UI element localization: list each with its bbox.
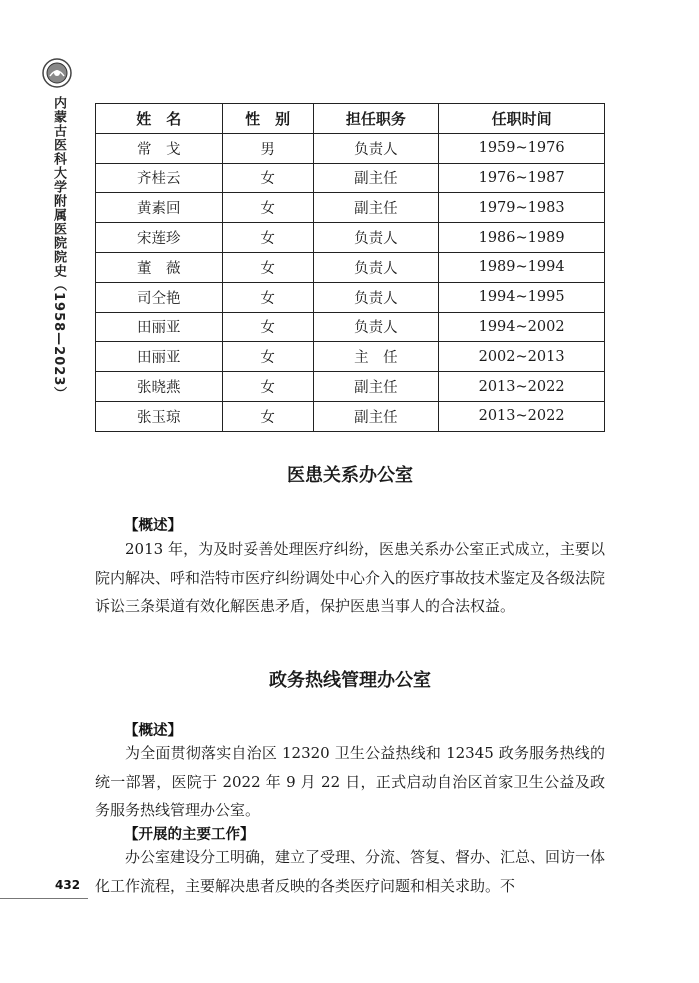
page-number: 432 [55,878,81,892]
section-title-hotline-office: 政务热线管理办公室 [269,670,431,691]
table-header-row [96,104,605,134]
cell-name: 董 薇 [96,252,223,282]
cell-gender: 男 [222,133,313,163]
overview-label: 【概述】 [124,518,182,534]
cell-gender: 女 [222,342,313,372]
overview-paragraph: 2013 年，为及时妥善处理医疗纠纷，医患关系办公室正式成立，主要以院内解决、呼和浩特市医疗纠纷调处中心介入的医疗事故技术鉴定及各级法院诉讼三条渠道有效化解医患矛盾，保护医患当事人的合法权益。 [95,540,606,616]
main-work-label: 【开展的主要工作】 [124,827,255,843]
cell-name: 宋莲珍 [96,223,223,253]
header-gender: 性 别 [222,104,313,134]
cell-position: 副主任 [313,372,439,402]
cell-gender: 女 [222,282,313,312]
cell-position: 负责人 [313,223,439,253]
university-seal-icon [42,58,72,88]
cell-gender: 女 [222,312,313,342]
table-row [96,163,605,193]
section-title-doctor-patient-office: 医患关系办公室 [287,465,413,486]
footer-divider [0,898,88,899]
cell-gender: 女 [222,163,313,193]
header-name: 姓 名 [96,104,223,134]
cell-term: 1989~1994 [439,252,605,282]
book-title-vertical: 内蒙古医科大学附属医院院史（1958—2023） [51,96,66,401]
cell-name: 田丽亚 [96,312,223,342]
overview-paragraph: 为全面贯彻落实自治区 12320 卫生公益热线和 12345 政务服务热线的统一部署，医院于 2022 年 9 月 22 日，正式启动自治区首家卫生公益及政务服务热线管理办公室。 [95,744,605,820]
table-row [96,223,605,253]
cell-term: 2013~2022 [439,372,605,402]
cell-gender: 女 [222,193,313,223]
header-position: 担任职务 [313,104,439,134]
cell-name: 张晓燕 [96,372,223,402]
cell-term: 2013~2022 [439,401,605,431]
table-row [96,312,605,342]
cell-position: 副主任 [313,193,439,223]
cell-position: 副主任 [313,401,439,431]
cell-gender: 女 [222,401,313,431]
overview-label: 【概述】 [124,723,182,739]
cell-term: 1994~1995 [439,282,605,312]
cell-position: 负责人 [313,133,439,163]
cell-name: 张玉琼 [96,401,223,431]
table-row [96,282,605,312]
table-row [96,193,605,223]
cell-gender: 女 [222,372,313,402]
cell-term: 2002~2013 [439,342,605,372]
table-row [96,342,605,372]
staff-history-table [95,103,605,432]
cell-name: 田丽亚 [96,342,223,372]
cell-term: 1979~1983 [439,193,605,223]
cell-position: 负责人 [313,252,439,282]
table-row [96,401,605,431]
cell-name: 常 戈 [96,133,223,163]
cell-term: 1959~1976 [439,133,605,163]
cell-term: 1976~1987 [439,163,605,193]
cell-position: 副主任 [313,163,439,193]
cell-name: 齐桂云 [96,163,223,193]
table-row [96,372,605,402]
table-row [96,252,605,282]
cell-name: 司仝艳 [96,282,223,312]
cell-position: 负责人 [313,282,439,312]
cell-gender: 女 [222,223,313,253]
table-row [96,133,605,163]
header-term: 任职时间 [439,104,605,134]
cell-term: 1986~1989 [439,223,605,253]
main-work-paragraph: 办公室建设分工明确，建立了受理、分流、答复、督办、汇总、回访一体化工作流程，主要解决患者反映的各类医疗问题和相关求助。不 [95,848,606,895]
cell-position: 主 任 [313,342,439,372]
cell-gender: 女 [222,252,313,282]
cell-term: 1994~2002 [439,312,605,342]
cell-name: 黄素回 [96,193,223,223]
cell-position: 负责人 [313,312,439,342]
